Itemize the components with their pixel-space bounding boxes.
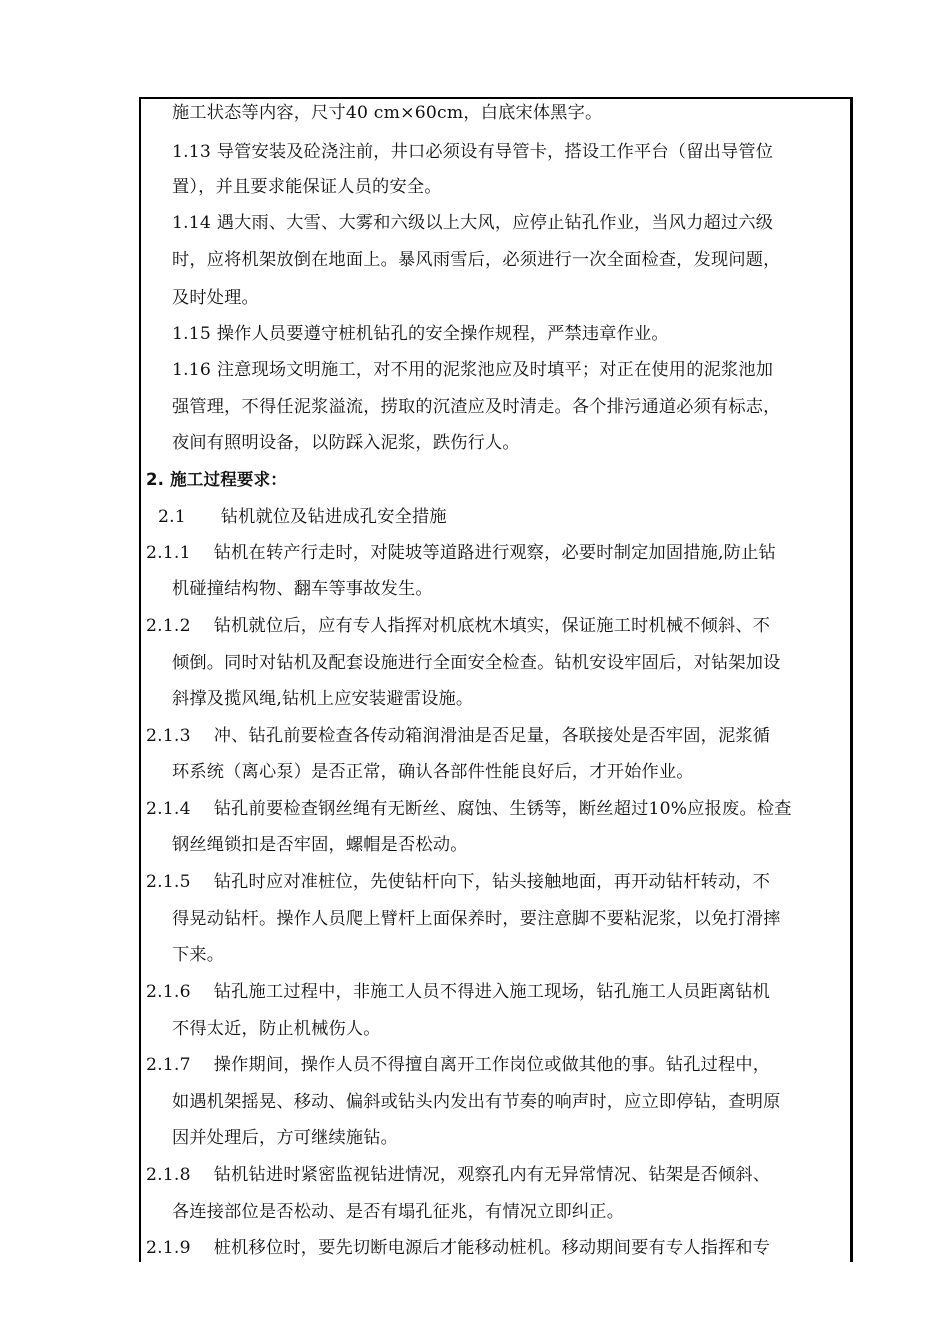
text-line: 2.1.8 钻机钻进时紧密监视钻进情况，观察孔内有无异常情况、钻架是否倾斜、 (146, 1165, 771, 1185)
text-line: 2.1.3 冲、钻孔前要检查各传动箱润滑油是否足量，各联接处是否牢固，泥浆循 (146, 726, 771, 746)
text-line: 夜间有照明设备，以防踩入泥浆，跌伤行人。 (172, 433, 520, 453)
text-line: 时，应将机架放倒在地面上。暴风雨雪后，必须进行一次全面检查，发现问题， (172, 250, 781, 270)
text-line: 2.1.6 钻孔施工过程中，非施工人员不得进入施工现场，钻孔施工人员距离钻机 (146, 982, 771, 1002)
text-line: 2.1.9 桩机移位时，要先切断电源后才能移动桩机。移动期间要有专人指挥和专 (146, 1238, 771, 1258)
text-line: 各连接部位是否松动、是否有塌孔征兆，有情况立即纠正。 (172, 1202, 625, 1222)
subsection-heading: 2.1 钻机就位及钻进成孔安全措施 (158, 507, 447, 527)
text-line: 施工状态等内容，尺寸40 cm×60cm，白底宋体黑字。 (172, 103, 603, 123)
text-line: 不得太近，防止机械伤人。 (172, 1019, 381, 1039)
text-line: 2.1.1 钻机在转产行走时，对陡坡等道路进行观察，必要时制定加固措施,防止钻 (146, 543, 776, 563)
text-line: 机碰撞结构物、翻车等事故发生。 (172, 579, 433, 599)
text-line: 倾倒。同时对钻机及配套设施进行全面安全检查。钻机安设牢固后，对钻架加设 (172, 653, 781, 673)
text-line: 1.16 注意现场文明施工，对不用的泥浆池应及时填平；对正在使用的泥浆池加 (172, 360, 774, 380)
text-line: 钢丝绳锁扣是否牢固，螺帽是否松动。 (172, 835, 468, 855)
text-line: 2.1.5 钻孔时应对准桩位，先使钻杆向下，钻头接触地面，再开动钻杆转动，不 (146, 872, 771, 892)
text-line: 1.13 导管安装及砼浇注前，井口必须设有导管卡，搭设工作平台（留出导管位 (172, 142, 774, 162)
text-line: 得晃动钻杆。操作人员爬上臂杆上面保养时，要注意脚不要粘泥浆，以免打滑摔 (172, 909, 781, 929)
text-line: 因并处理后，方可继续施钻。 (172, 1128, 399, 1148)
text-line: 下来。 (172, 945, 225, 965)
text-line: 及时处理。 (172, 288, 259, 308)
text-line: 环系统（离心泵）是否正常，确认各部件性能良好后，才开始作业。 (172, 762, 694, 782)
text-line: 2.1.4 钻孔前要检查钢丝绳有无断丝、腐蚀、生锈等，断丝超过10%应报废。检查 (146, 799, 792, 819)
text-line: 2.1.2 钻机就位后，应有专人指挥对机底枕木填实，保证施工时机械不倾斜、不 (146, 616, 771, 636)
text-line: 斜撑及揽风绳,钻机上应安装避雷设施。 (172, 689, 474, 709)
document-table-frame (139, 97, 853, 1262)
text-line: 如遇机架摇晃、移动、偏斜或钻头内发出有节奏的响声时，应立即停钻，查明原 (172, 1092, 781, 1112)
text-line: 2.1.7 操作期间，操作人员不得擅自离开工作岗位或做其他的事。钻孔过程中， (146, 1055, 771, 1075)
text-line: 1.15 操作人员要遵守桩机钻孔的安全操作规程，严禁违章作业。 (172, 324, 669, 344)
text-line: 1.14 遇大雨、大雪、大雾和六级以上大风，应停止钻孔作业，当风力超过六级 (172, 213, 774, 233)
text-line: 置），并且要求能保证人员的安全。 (172, 177, 442, 197)
section-heading: 2. 施工过程要求： (146, 470, 287, 489)
text-line: 强管理，不得任泥浆溢流，捞取的沉渣应及时清走。各个排污通道必须有标志， (172, 397, 781, 417)
